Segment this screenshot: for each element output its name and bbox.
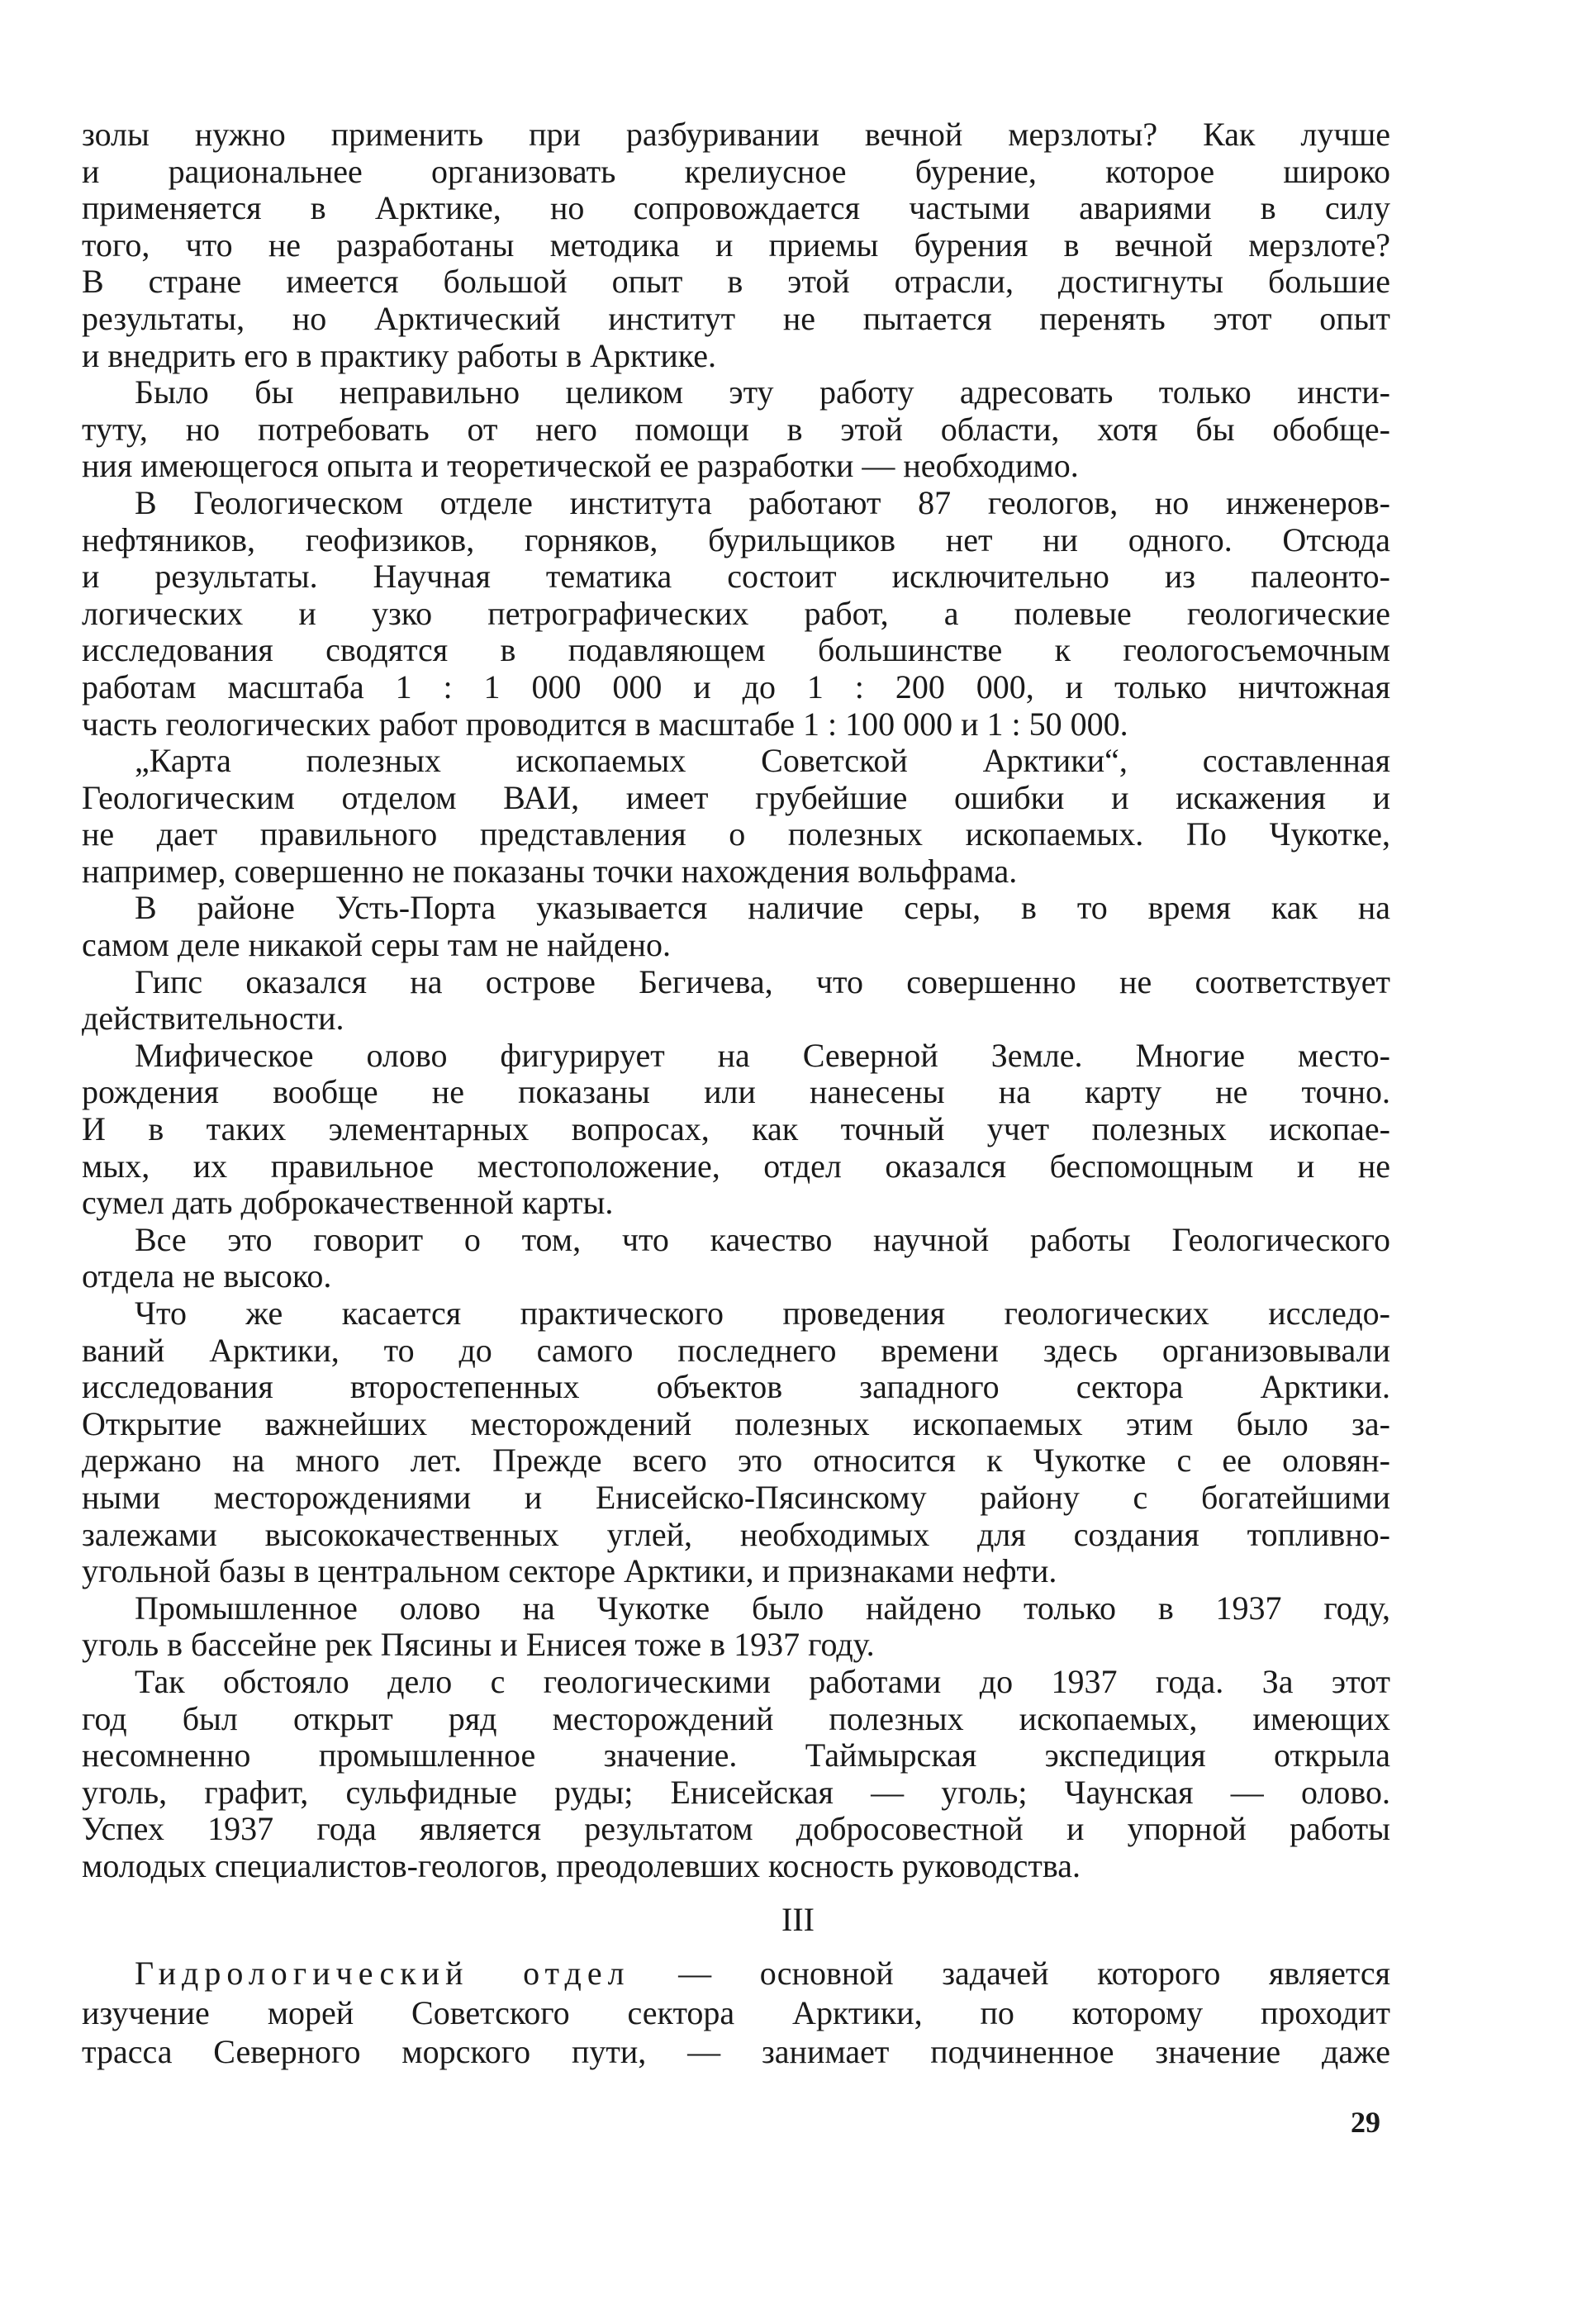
text-line: ными месторождениями и Енисейско-Пясинскому району с богатейшими [82,1478,1390,1516]
text-line: Так обстояло дело с геологическими работами до 1937 года. За этот [135,1662,1390,1700]
text-line: держано на много лет. Прежде всего это относится к Чукотке с ее оловян- [82,1442,1390,1480]
text-line: Открытие важнейших месторождений полезных ископаемых этим было за- [82,1404,1390,1442]
text-line: работам масштаба 1 : 1 000 000 и до 1 : 200 000, и только ничтожная [82,667,1390,705]
paragraph [82,116,1390,374]
text-line: В стране имеется большой опыт в этой отрасли, достигнуты большие [82,263,1390,301]
text-line: залежами высококачественных углей, необходимых для создания топливно- [82,1515,1390,1553]
text-line: туту, но потребовать от него помощи в этой области, хотя бы обобще- [82,410,1390,448]
section-first-line [82,1954,1390,1993]
text-line: Все это говорит о том, что качество научной работы Геологического [135,1220,1390,1258]
text-line: часть геологических работ проводится в масштабе 1 : 100 000 и 1 : 50 000. [82,705,1128,743]
paragraph [82,1038,1390,1222]
text-line: не дает правильного представления о полезных ископаемых. По Чукотке, [82,815,1390,853]
paragraph [82,1590,1390,1664]
text-line: несомненно промышленное значение. Таймырская экспедиция открыла [82,1736,1390,1774]
paragraph [82,890,1390,963]
text-line: трасса Северного морского пути, — занимает подчиненное значение даже [82,2033,1390,2070]
text-line: исследования второстепенных объектов западного сектора Арктики. [82,1368,1390,1406]
text-line: и результаты. Научная тематика состоит исключительно из палеонто- [82,558,1390,596]
text-line: В Геологическом отделе института работают 87 геологов, но инженеров- [135,483,1390,521]
text-line: нефтяников, геофизиков, горняков, бурильщиков нет ни одного. Отсюда [82,520,1390,558]
text-line: год был открыт ряд месторождений полезных ископаемых, имеющих [82,1699,1390,1737]
text-line: ваний Арктики, то до самого последнего времени здесь организовывали [82,1331,1390,1369]
text-line: самом деле никакой серы там не найдено. [82,926,672,964]
text-line: Успех 1937 года является результатом добросовестной и упорной работы [82,1810,1390,1848]
text-line: ния имеющегося опыта и теоретической ее разработки — необходимо. [82,447,1079,485]
text-line: действительности. [82,1000,344,1038]
text-line: применяется в Арктике, но сопровождается частыми авариями в силу [82,189,1390,227]
paragraph [82,485,1390,743]
text-line: Было бы неправильно целиком эту работу адресовать только инсти- [135,373,1390,411]
text-line: Промышленное олово на Чукотке было найдено только в 1937 году, [135,1589,1390,1627]
paragraph [82,1664,1390,1885]
text-line: исследования сводятся в подавляющем большинстве к геологосъемочным [82,631,1390,669]
text-line: рождения вообще не показаны или нанесены на карту не точно. [82,1073,1390,1111]
text-line: логических и узко петрографических работ, а полевые геологические [82,594,1390,632]
text-line: например, совершенно не показаны точки нахождения вольфрама. [82,852,1018,890]
paragraph [82,743,1390,890]
spaced-term: Гидрологический отдел [135,1955,630,1992]
text-line: результаты, но Арктический институт не пытается перенять этот опыт [82,299,1390,337]
page-number: 29 [1351,2106,1380,2139]
text-line: Гипс оказался на острове Бегичева, что совершенно не соответствует [135,962,1390,1000]
paragraph [82,1295,1390,1590]
text-line: И в таких элементарных вопросах, как точный учет полезных ископае- [82,1110,1390,1148]
text-line: отдела не высоко. [82,1257,332,1295]
section-heading: III [781,1901,815,1938]
text-line: Геологическим отделом ВАИ, имеет грубейшие ошибки и искажения и [82,778,1390,816]
section-text [82,1954,1390,2072]
text-line: того, что не разработаны методика и приемы бурения в вечной мерзлоте? [82,226,1390,264]
text-line: угольной базы в центральном секторе Арктики, и признаками нефти. [82,1552,1057,1590]
text-line: Что же касается практического проведения геологических исследо- [135,1295,1390,1332]
text-line: уголь в бассейне рек Пясины и Енисея тоже в 1937 году. [82,1626,875,1664]
text-line: изучение морей Советского сектора Арктики, по которому проходит [82,1993,1390,2031]
text-line: В районе Усть-Порта указывается наличие серы, в то время как на [135,889,1390,927]
text-line: уголь, графит, сульфидные руды; Енисейская — уголь; Чаунская — олово. [82,1773,1390,1811]
text-line: и внедрить его в практику работы в Арктике. [82,336,716,374]
text-line: сумел дать доброкачественной карты. [82,1184,614,1222]
text-line: „Карта полезных ископаемых Советской Арктики“, составленная [135,742,1390,780]
paragraph [82,374,1390,485]
text-line: Мифическое олово фигурирует на Северной Земле. Многие место- [135,1036,1390,1074]
text-line: мых, их правильное местоположение, отдел оказался беспомощным и не [82,1147,1390,1185]
text-line: золы нужно применить при разбуривании вечной мерзлоты? Как лучше [82,116,1390,153]
paragraph [82,1222,1390,1295]
text-line: и рациональнее организовать крелиусное бурение, которое широко [82,152,1390,190]
paragraph [82,964,1390,1038]
body-text [82,116,1390,1885]
text-line: молодых специалистов-геологов, преодолевших косность руководства. [82,1846,1081,1884]
first-line-rest: — основной задачей которого является [629,1955,1391,1992]
